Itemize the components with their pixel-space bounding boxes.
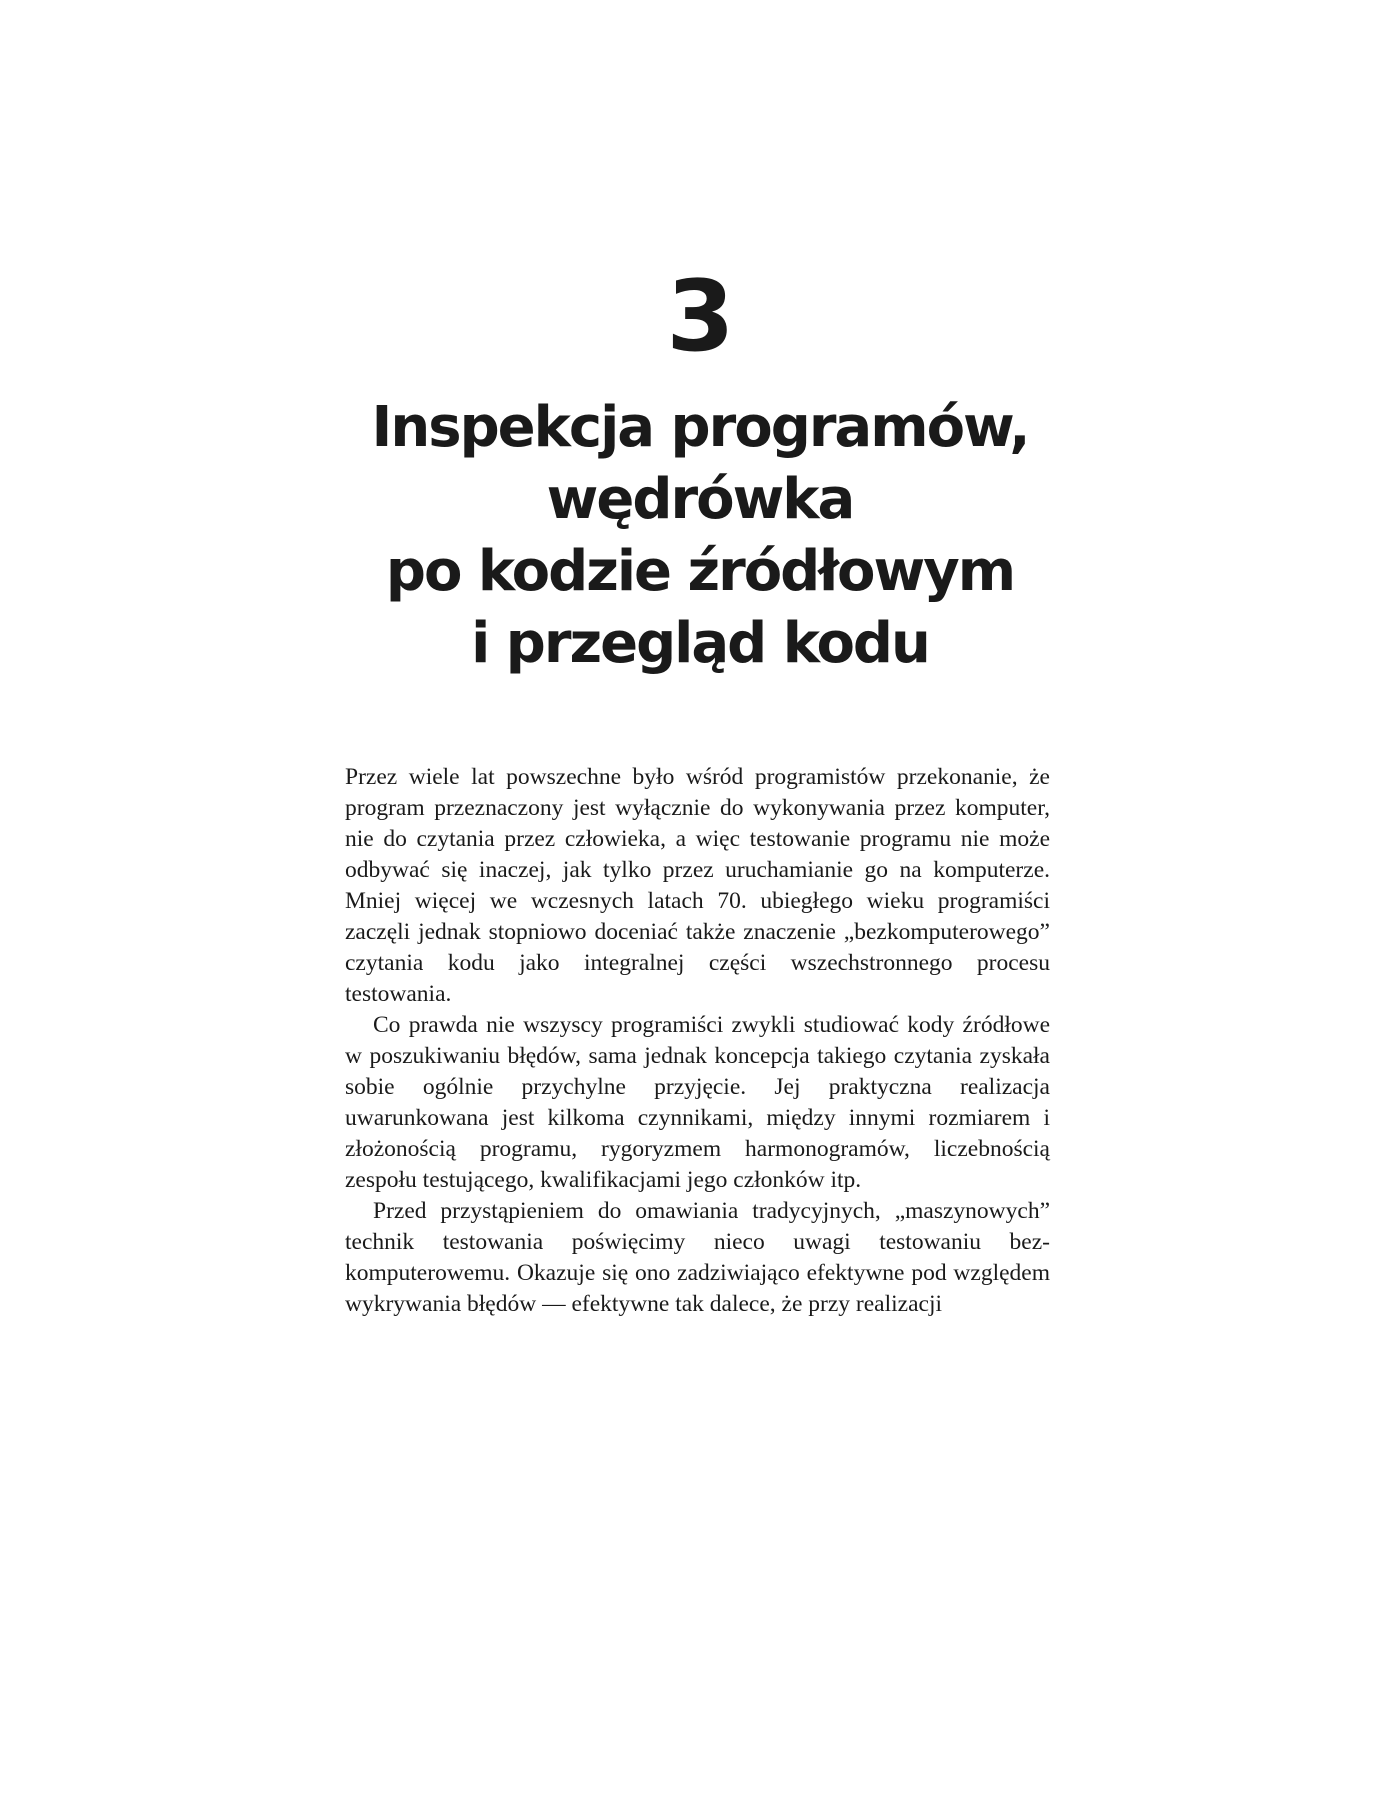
chapter-title-line: i przegląd kodu [471, 611, 929, 676]
chapter-title-line: Inspekcja programów, [371, 395, 1029, 460]
paragraph: Co prawda nie wszyscy programiści zwykli studiować kody źródłowe w poszukiwaniu błędów, sama jednak koncepcja takiego czytania zyskała sobie ogólnie przychylne przyjęcie. Jej praktyczna realizacja uwarunkowana jest kilkoma czynnikami, między innymi rozmiarem i złożonością programu, rygoryzmem harmonogramów, liczebnością zespołu testującego, kwalifikacjami jego członków itp. [345, 1012, 1050, 1193]
chapter-number: 3 [666, 260, 734, 374]
body-text [345, 762, 1050, 1320]
paragraph: Przez wiele lat powszechne było wśród programistów przekonanie, że program przeznaczony jest wyłącznie do wykonywania przez komputer, nie do czytania przez człowieka, a więc testowanie programu nie może odbywać się inaczej, jak tylko przez uruchamianie go na komputerze. Mniej więcej we wczesnych latach 70. ubiegłego wieku programiści zaczęli jednak stopniowo doceniać także znaczenie „bezkomputerowego” czytania kodu jako integralnej części wszechstronnego procesu testowania. [345, 764, 1050, 1007]
chapter-title-line: po kodzie źródłowym [385, 539, 1015, 604]
paragraph: Przed przystąpieniem do omawiania tradycyjnych, „maszynowych” technik testowania poświęcimy nieco uwagi testowaniu bezkomputerowemu. Okazuje się ono zadziwiająco efektywne pod względem wykrywania błędów — efektywne tak dalece, że przy realizacji [345, 1198, 1050, 1317]
chapter-title-line: wędrówka [546, 467, 854, 532]
chapter-title [300, 392, 1100, 680]
